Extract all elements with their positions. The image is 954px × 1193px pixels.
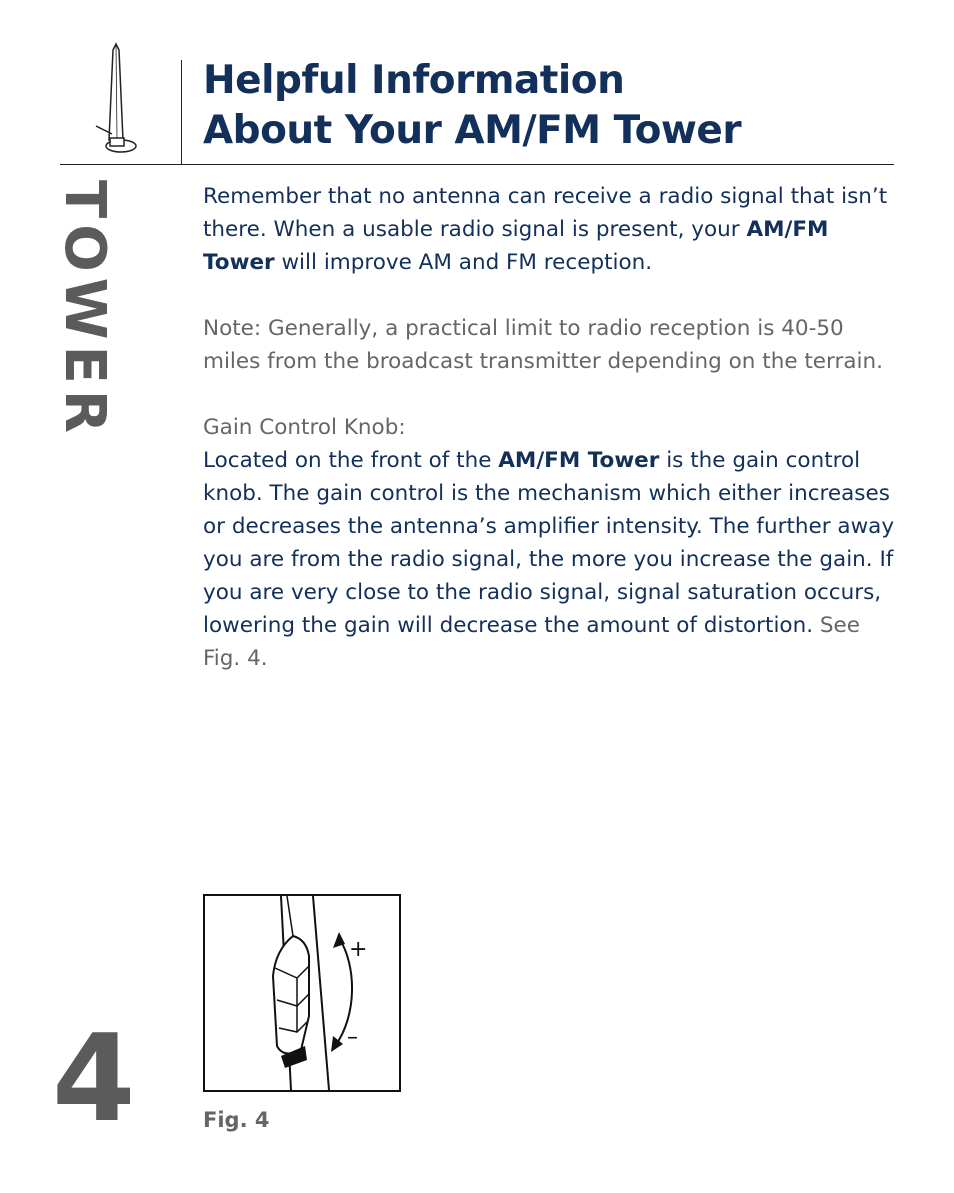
- page-title: [203, 56, 741, 156]
- figure-caption: Fig. 4: [203, 1108, 270, 1132]
- note-paragraph: Note: Generally, a practical limit to radio reception is 40-50 miles from the broadcast transmitter depending on the terrain.: [203, 316, 883, 374]
- intro-text-2: will improve AM and FM reception.: [274, 250, 653, 275]
- see-figure-reference: See Fig. 4.: [203, 613, 860, 671]
- gain-text-2: is the gain control knob. The gain control is the mechanism which either increases or decreases the antenna’s amplifier intensity. The further away you are from the radio signal, the more you increase the gain. If you are very close to the radio signal, signal saturation occurs, lowering the gain will decrease the amount of distortion.: [203, 448, 895, 638]
- body-text: [203, 180, 903, 675]
- title-line-1: Helpful Information: [203, 58, 625, 103]
- figure-4: [203, 894, 401, 1092]
- plus-label: +: [349, 937, 368, 962]
- intro-paragraph: [203, 180, 903, 279]
- title-line-2: About Your AM/FM Tower: [203, 108, 742, 153]
- gain-paragraph: [203, 444, 903, 675]
- intro-text-1: Remember that no antenna can receive a radio signal that isn’t there. When a usable radio signal is present, your: [203, 184, 888, 242]
- gain-product-name: AM/FM Tower: [498, 448, 660, 473]
- gain-text-1: Located on the front of the: [203, 448, 499, 473]
- antenna-icon: [88, 42, 144, 160]
- header-vertical-rule: [181, 60, 182, 164]
- minus-label: –: [347, 1025, 358, 1050]
- intro-product-name: AM/FM Tower: [203, 217, 829, 275]
- side-tab-label: TOWER: [52, 180, 117, 439]
- page-number: 4: [52, 1010, 136, 1149]
- header-horizontal-rule: [60, 164, 894, 165]
- gain-heading: Gain Control Knob:: [203, 415, 406, 440]
- gain-knob-illustration: [205, 896, 399, 1090]
